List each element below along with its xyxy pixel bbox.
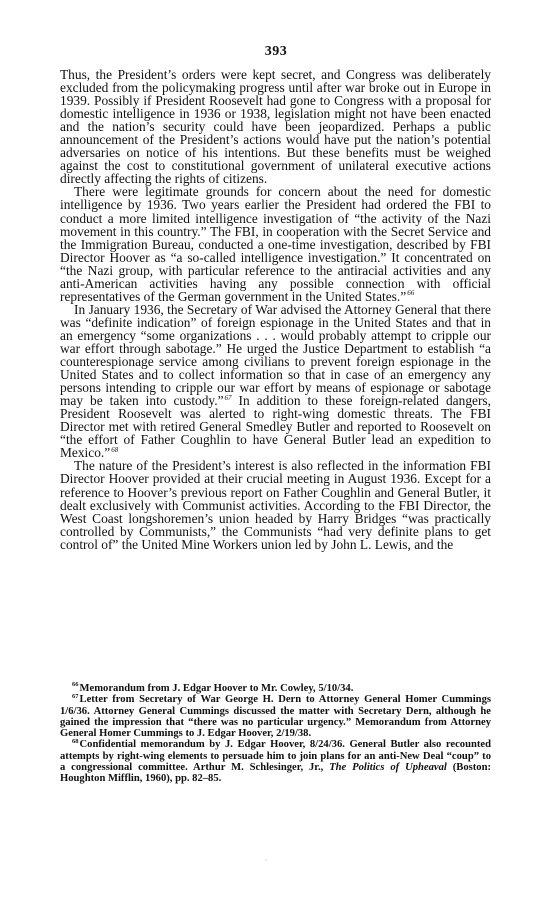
footnote-number: 68 bbox=[72, 737, 79, 745]
book-title: The Politics of Upheaval bbox=[329, 762, 447, 774]
footnote-68 bbox=[60, 739, 491, 784]
footnote-number: 66 bbox=[72, 681, 79, 689]
footnote-68-text-b: (Boston: Houghton Mifflin, 1960), pp. 82–85. bbox=[60, 762, 492, 785]
page-number: 393 bbox=[264, 44, 288, 59]
footnote-ref-68[interactable]: 68 bbox=[111, 445, 119, 454]
footnote-ref-67[interactable]: 67 bbox=[224, 393, 232, 402]
paragraph-1-text: Thus, the President’s orders were kept secret, and Congress was deliberately excluded from the policymaking progress until after war broke out in Europe in 1939. Possibly if President Roosevelt had gone to Congress with a proposal for domestic intelligence in 1936 or 1938, legislation might not have been enacted and the nation’s security could have been jeopardized. Perhaps a public announcement of the President’s actions would have put the nation’s potential adversaries on notice of his intentions. But these benefits must be weighed against the cost to constitutional government of unilateral executive actions directly affecting the rights of citizens. bbox=[60, 67, 491, 187]
footnote-66-text: Memorandum from J. Edgar Hoover to Mr. Cowley, 5/10/34. bbox=[79, 683, 354, 694]
footnote-ref-66[interactable]: 66 bbox=[407, 289, 415, 298]
paragraph-3 bbox=[60, 303, 491, 460]
paragraph-2 bbox=[60, 185, 491, 302]
footnote-68-text-a: Confidential memorandum by J. Edgar Hoover, 8/24/36. General Butler also recounted attempts by right-wing elements to persuade him to join plans for an anti-New Deal “coup” to a congressional committee. Arthur M. Schlesinger, Jr., bbox=[60, 739, 491, 774]
paragraph-4 bbox=[60, 459, 491, 550]
footnote-number: 67 bbox=[72, 692, 79, 700]
paragraph-3-text-a: In January 1936, the Secretary of War advised the Attorney General that there was “definite indication” of foreign espionage in the United States and that in an emergency “some organizations . . . would probably attempt to cripple our war effort through sabotage.” He urged the Justice Department to establish “a counterespionage service among civilians to prevent foreign espionage in the United States and to collect information so that in case of an emergency any persons intending to cripple our war effort by means of espionage or sabotage may be taken into custody.” bbox=[60, 301, 491, 409]
body-text bbox=[60, 68, 491, 551]
footnote-67 bbox=[60, 694, 491, 739]
footnote-66 bbox=[60, 683, 491, 694]
paragraph-3-text-b: In addition to these foreign-related dangers, President Roosevelt was alerted to right-wing domestic threats. The FBI Director met with retired General Smedley Butler and reported to Roosevelt on “the effort of Father Coughlin to have General Butler lead an expedition to Mexico.” bbox=[60, 393, 491, 461]
scan-speck: · bbox=[265, 858, 267, 864]
footnotes-section bbox=[60, 683, 491, 785]
paragraph-2-text: There were legitimate grounds for concern about the need for domestic intelligence by 1936. Two years earlier the President had ordered the FBI to conduct a more limited intelligence investigation of “the activity of the Nazi movement in this country.” The FBI, in cooperation with the Secret Service and the Immigration Bureau, conducted a one-time investigation, described by FBI Director Hoover as “a so-called intelligence investigation.” It concentrated on “the Nazi group, with particular reference to the antiracial activities and any anti-American activities having any possible connection with official representatives of the German government in the United States.” bbox=[60, 184, 491, 304]
footnote-67-text: Letter from Secretary of War George H. Dern to Attorney General Homer Cummings 1/6/36. Attorney General Cummings discussed the matter with Secretary Dern, although he gained the impression that “there was no particular urgency.” Memorandum from Attorney General Homer Cummings to J. Edgar Hoover, 2/19/38. bbox=[60, 694, 491, 740]
paragraph-1 bbox=[60, 68, 491, 185]
paragraph-4-text: The nature of the President’s interest is also reflected in the information FBI Director Hoover provided at their crucial meeting in August 1936. Except for a reference to Hoover’s previous report on Father Coughlin and General Butler, it dealt exclusively with Communist activities. According to the FBI Director, the West Coast longshoremen’s union headed by Harry Bridges “was practically controlled by Communists,” the Communists “had very definite plans to get control of” the United Mine Workers union led by John L. Lewis, and the bbox=[60, 458, 491, 552]
